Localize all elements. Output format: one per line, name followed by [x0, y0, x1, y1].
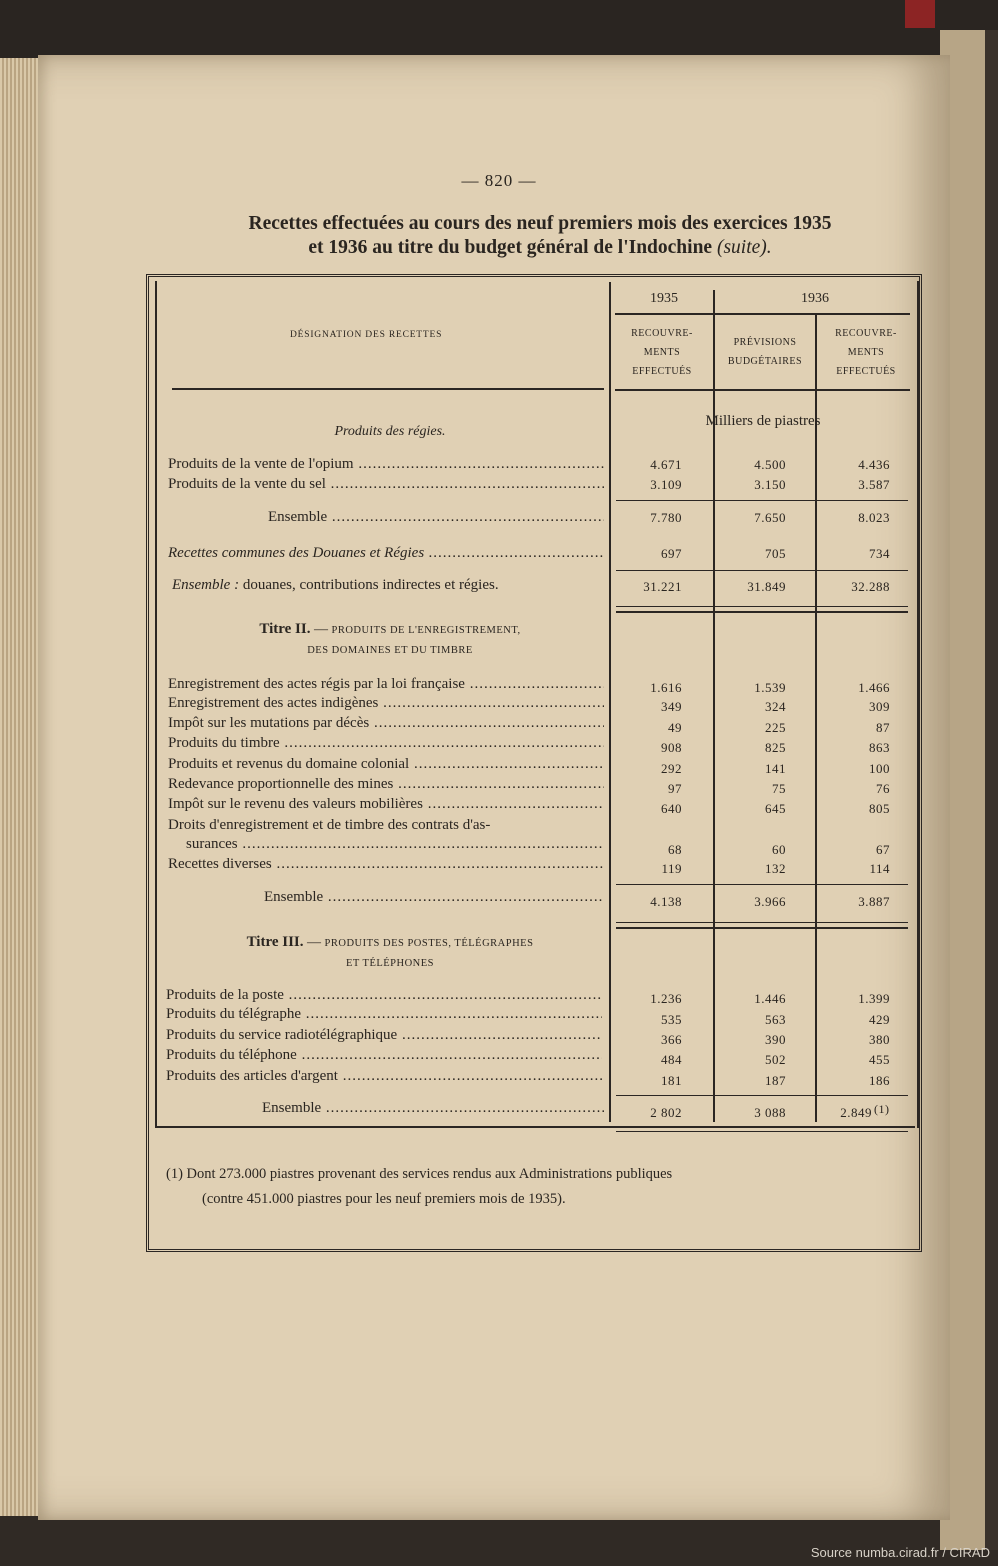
cell-1936: 863 — [869, 740, 890, 755]
cell-1936: 455 — [869, 1052, 890, 1067]
row-label: Produits de la vente du sel ..... — [168, 474, 604, 494]
column-divider — [815, 314, 817, 1122]
cell-previsions: 705 — [765, 546, 786, 561]
cell-1936: 100 — [869, 761, 890, 776]
cell-previsions: 141 — [765, 761, 786, 776]
cell-1936: 76 — [876, 781, 890, 796]
year-1936: 1936 — [801, 291, 829, 306]
bookmark-ribbon — [905, 0, 935, 28]
row-label: Impôt sur le revenu des valeurs mobilières ..... — [168, 794, 604, 814]
cell-1935: 697 — [661, 546, 682, 561]
cell-previsions: 187 — [765, 1073, 786, 1088]
page-number: — 820 — — [461, 171, 537, 190]
cell-previsions: 60 — [772, 842, 786, 857]
row-label: Produits du télégraphe ..... — [166, 1004, 602, 1024]
cell-1936: 32.288 — [851, 579, 890, 594]
total-rule — [616, 1131, 908, 1132]
cell-1936: 8.023 — [858, 510, 890, 525]
total-rule — [616, 606, 908, 607]
row-label: Produits des articles d'argent ..... — [166, 1066, 602, 1086]
cell-1935: 908 — [661, 740, 682, 755]
section-title-regies: Produits des régies. — [334, 424, 446, 439]
cell-1936: 3.587 — [858, 477, 890, 492]
row-label-total: Ensemble : douanes, contributions indirectes et régies. — [172, 577, 499, 593]
cell-1936: 87 — [876, 720, 890, 735]
cell-previsions: 225 — [765, 720, 786, 735]
cell-1936: 309 — [869, 699, 890, 714]
title-suffix: (suite). — [716, 237, 772, 258]
cell-1936: 2.849 — [840, 1105, 872, 1120]
cell-previsions: 3.150 — [754, 477, 786, 492]
cell-1935: 535 — [661, 1012, 682, 1027]
book-top-edge — [0, 0, 998, 60]
row-label-droits-line2: surances ..... — [186, 834, 604, 854]
row-label: Produits de la vente de l'opium ..... — [168, 454, 604, 474]
title-line-1: Recettes effectuées au cours des neuf premiers mois des exercices 1935 — [248, 213, 832, 234]
row-label-droits-line1: Droits d'enregistrement et de timbre des contrats d'as- — [168, 817, 491, 833]
col-recouvrements-1935: RECOUVRE- MENTS EFFECTUÉS — [631, 328, 693, 377]
cell-1936: 4.436 — [858, 457, 890, 472]
row-label: Produits du timbre ..... — [168, 733, 604, 753]
cell-1935: 97 — [668, 781, 682, 796]
cell-1935: 366 — [661, 1032, 682, 1047]
page-title — [150, 212, 930, 260]
cell-1936: 186 — [869, 1073, 890, 1088]
cell-1936: 380 — [869, 1032, 890, 1047]
cell-previsions: 390 — [765, 1032, 786, 1047]
subtotal-rule — [616, 570, 908, 571]
cell-1936: 734 — [869, 546, 890, 561]
cell-1935: 7.780 — [650, 510, 682, 525]
cell-previsions: 1.539 — [754, 680, 786, 695]
row-label: Produits et revenus du domaine colonial ..... — [168, 754, 604, 774]
row-label-communes: Recettes communes des Douanes et Régies ..... — [168, 543, 604, 563]
cell-1935: 292 — [661, 761, 682, 776]
cell-1935: 4.138 — [650, 894, 682, 909]
section-title-titre2: Titre II. — PRODUITS DE L'ENREGISTREMENT, DES DOMAINES ET DU TIMBRE — [259, 621, 521, 656]
header-rule — [615, 313, 910, 315]
cell-previsions: 645 — [765, 801, 786, 816]
cell-1935: 349 — [661, 699, 682, 714]
cell-1935: 1.236 — [650, 991, 682, 1006]
section-title-titre3: Titre III. — PRODUITS DES POSTES, TÉLÉGRAPHES ET TÉLÉPHONES — [246, 934, 534, 969]
cell-1935: 68 — [668, 842, 682, 857]
subtotal-rule — [616, 500, 908, 501]
cell-previsions: 1.446 — [754, 991, 786, 1006]
binding-shadow — [985, 30, 998, 1550]
designation-header: DÉSIGNATION DES RECETTES — [290, 330, 443, 340]
cell-1936: 3.887 — [858, 894, 890, 909]
cell-1935: 181 — [661, 1073, 682, 1088]
cell-previsions: 31.849 — [747, 579, 786, 594]
total-rule — [616, 922, 908, 923]
cell-1936: 429 — [869, 1012, 890, 1027]
cell-previsions: 825 — [765, 740, 786, 755]
cell-1935: 640 — [661, 801, 682, 816]
row-label: Recettes diverses ..... — [168, 854, 604, 874]
footnote-line-1: (1) Dont 273.000 piastres provenant des services rendus aux Administrations publiques — [166, 1166, 673, 1182]
cell-previsions: 3 088 — [754, 1105, 786, 1120]
cell-1935: 484 — [661, 1052, 682, 1067]
cell-1935: 4.671 — [650, 457, 682, 472]
subtotal-rule — [616, 884, 908, 885]
header-rule — [615, 389, 910, 391]
cell-1935: 3.109 — [650, 477, 682, 492]
cell-1935: 119 — [661, 861, 682, 876]
unit-label: Milliers de piastres — [705, 413, 821, 429]
cell-1936: 67 — [876, 842, 890, 857]
cell-1935: 2 802 — [650, 1105, 682, 1120]
page-edges — [0, 58, 40, 1516]
row-label: Redevance proportionnelle des mines ..... — [168, 774, 604, 794]
col-recouvrements-1936: RECOUVRE- MENTS EFFECTUÉS — [835, 328, 897, 377]
subtotal-rule — [616, 1095, 908, 1096]
row-label: Produits du téléphone ..... — [166, 1045, 602, 1065]
row-label: Impôt sur les mutations par décès ..... — [168, 713, 604, 733]
table-bottom-rule — [155, 1126, 915, 1128]
total-rule — [616, 927, 908, 929]
row-label: Produits du service radiotélégraphique ..... — [166, 1025, 602, 1045]
footnote — [166, 1162, 896, 1212]
cell-1936: 1.466 — [858, 680, 890, 695]
cell-1935: 1.616 — [650, 680, 682, 695]
row-label: Produits de la poste ..... — [166, 985, 602, 1005]
header-rule — [172, 388, 604, 390]
cell-previsions: 324 — [765, 699, 786, 714]
cell-previsions: 7.650 — [754, 510, 786, 525]
row-label-ensemble: Ensemble ..... — [264, 887, 604, 907]
year-1935: 1935 — [650, 291, 678, 306]
cell-previsions: 502 — [765, 1052, 786, 1067]
cell-1935: 49 — [668, 720, 682, 735]
footnote-line-2: (contre 451.000 piastres pour les neuf premiers mois de 1935). — [202, 1191, 566, 1207]
row-label: Enregistrement des actes indigènes ..... — [168, 693, 604, 713]
row-label: Enregistrement des actes régis par la loi française ..... — [168, 674, 604, 694]
cell-previsions: 75 — [772, 781, 786, 796]
cell-1935: 31.221 — [643, 579, 682, 594]
cell-1936: 114 — [869, 861, 890, 876]
row-label-ensemble: Ensemble ..... — [268, 507, 604, 527]
cell-previsions: 3.966 — [754, 894, 786, 909]
source-credit: Source numba.cirad.fr / CIRAD — [810, 1545, 990, 1560]
footnote-ref: (1) — [874, 1102, 890, 1116]
cell-previsions: 132 — [765, 861, 786, 876]
col-previsions-1936: PRÉVISIONS BUDGÉTAIRES — [727, 337, 803, 367]
column-divider — [609, 282, 611, 1122]
cell-1936: 805 — [869, 801, 890, 816]
cell-1936: 1.399 — [858, 991, 890, 1006]
title-line-2: et 1936 au titre du budget général de l'Indochine (suite). — [308, 237, 772, 258]
total-rule — [616, 611, 908, 613]
cell-previsions: 563 — [765, 1012, 786, 1027]
cell-previsions: 4.500 — [754, 457, 786, 472]
row-label-ensemble: Ensemble ..... — [262, 1098, 604, 1118]
